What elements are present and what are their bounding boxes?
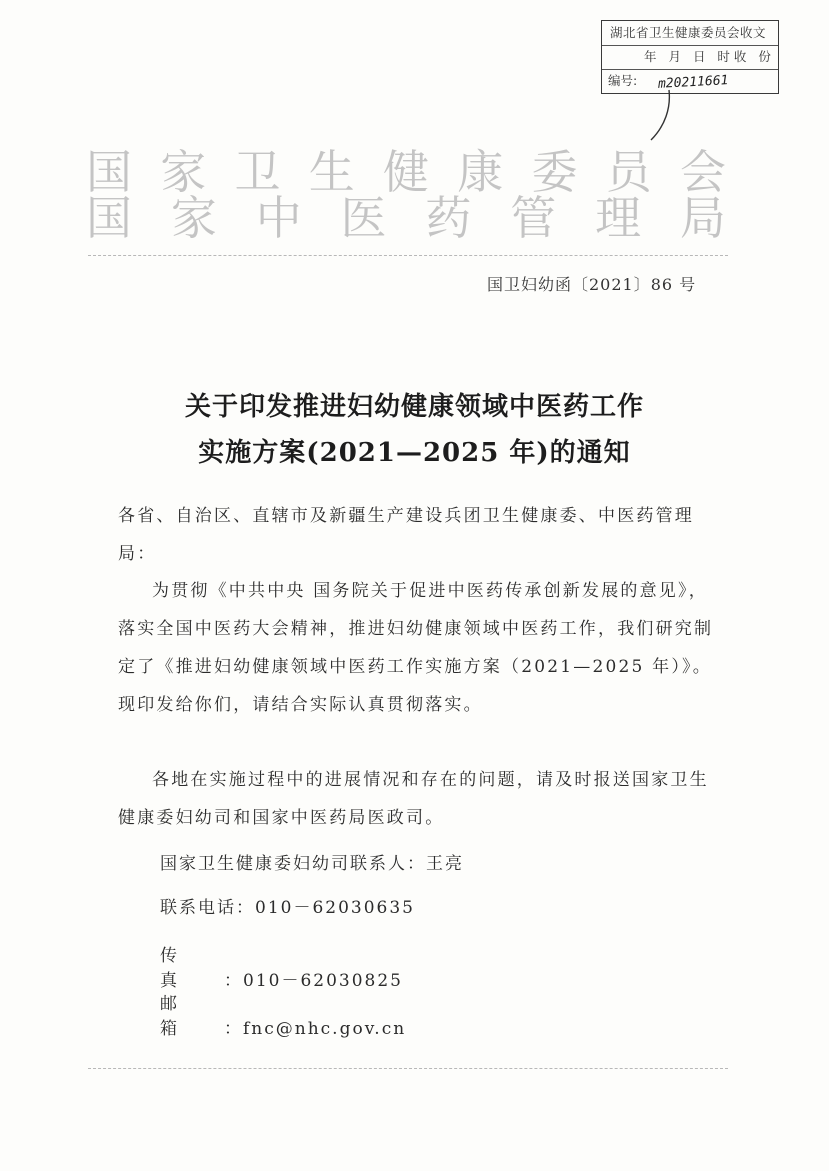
letterhead-char: 家: [160, 145, 207, 199]
letterhead-char: 委: [531, 145, 578, 199]
letterhead-char: 康: [457, 145, 504, 199]
fax-value: ：010－62030825: [224, 971, 403, 991]
letterhead-char: 药: [425, 191, 472, 245]
letterhead-char: 国: [86, 191, 132, 245]
contact-phone: 联系电话：010－62030635: [160, 898, 415, 918]
letterhead-char: 生: [308, 145, 355, 199]
document-number: 国卫妇幼函〔2021〕86 号: [487, 275, 697, 294]
letterhead-char: 员: [605, 145, 652, 199]
letterhead-char: 管: [510, 191, 557, 245]
receipt-stamp: [601, 20, 779, 94]
letterhead-char: 医: [340, 191, 387, 245]
footer-divider: [88, 1068, 728, 1069]
body-paragraph-1: 为贯彻《中共中央 国务院关于促进中医药传承创新发展的意见》，落实全国中医药大会精神，推进妇幼健康领域中医药工作，我们研究制定了《推进妇幼健康领域中医药工作实施方案（2021—2025 年）》。现印发给你们，请结合实际认真贯彻落实。: [118, 581, 714, 715]
addressee: 各省、自治区、直辖市及新疆生产建设兵团卫生健康委、中医药管理局：: [118, 506, 694, 564]
letterhead-char: 会: [680, 145, 726, 199]
letterhead-char: 健: [383, 145, 429, 199]
email-value: ：fnc@nhc.gov.cn: [224, 1019, 407, 1039]
document-title-line-1: 关于印发推进妇幼健康领域中医药工作: [184, 392, 644, 422]
stamp-date-line: 年 月 日 时收 份: [602, 45, 778, 70]
email-label: 邮 箱: [160, 994, 206, 1039]
letterhead-char: 局: [679, 191, 726, 245]
letterhead-char: 国: [86, 145, 132, 199]
stamp-org: 湖北省卫生健康委员会收文: [602, 21, 778, 46]
letterhead-divider: [88, 255, 728, 256]
letterhead-char: 中: [255, 191, 302, 245]
contact-person: 国家卫生健康委妇幼司联系人：王亮: [160, 854, 464, 874]
stamp-number-label: 编号:: [608, 73, 638, 88]
letterhead-line-2: [86, 182, 726, 248]
document-title-line-2: 实施方案(2021—2025 年)的通知: [198, 438, 631, 468]
body-paragraph-2: 各地在实施过程中的进展情况和存在的问题，请及时报送国家卫生健康委妇幼司和国家中医药局医政司。: [118, 770, 709, 828]
contact-fax: [160, 941, 403, 991]
letterhead-char: 家: [170, 191, 217, 245]
letterhead-char: 理: [595, 191, 642, 245]
contact-email: [160, 989, 406, 1039]
fax-label: 传 真: [160, 946, 206, 991]
stamp-number-handwritten: m20211661: [657, 73, 729, 92]
letterhead-char: 卫: [234, 145, 281, 199]
